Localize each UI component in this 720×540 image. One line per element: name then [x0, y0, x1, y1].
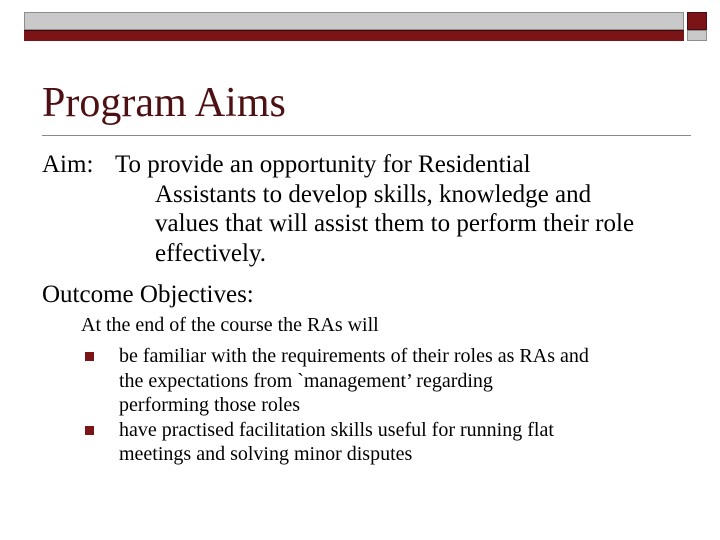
objectives-list [81, 344, 701, 467]
header-corner-gray-square [687, 30, 707, 41]
square-bullet-icon [85, 426, 94, 435]
aim-block [42, 150, 682, 268]
aim-line-4: effectively. [155, 239, 267, 267]
aim-line-1: To provide an opportunity for Residential [115, 151, 531, 178]
objective-1-line-3: performing those roles [119, 394, 301, 416]
aim-text [115, 150, 676, 268]
header-red-bar [24, 30, 684, 41]
outcome-objectives-heading: Outcome Objectives: [42, 281, 254, 308]
objective-item [81, 344, 701, 418]
aim-label: Aim: [42, 151, 94, 178]
aim-line-2: Assistants to develop skills, knowledge and [155, 180, 592, 208]
square-bullet-icon [85, 352, 94, 361]
aim-line-3: values that will assist them to perform their role [155, 210, 635, 237]
objectives-intro: At the end of the course the RAs will [81, 314, 379, 336]
objective-1-line-2: the expectations from `management’ regarding [119, 369, 493, 392]
slide-title: Program Aims [42, 80, 286, 126]
header-corner-red-square [687, 12, 707, 30]
title-divider [42, 135, 691, 136]
objective-2-line-1: have practised facilitation skills useful for running flat [119, 418, 554, 441]
objective-text [119, 418, 689, 467]
objective-1-line-1: be familiar with the requirements of their roles as RAs and [119, 345, 589, 367]
objective-2-line-2: meetings and solving minor disputes [119, 443, 413, 465]
aim-row [42, 150, 682, 268]
header-gray-bar [24, 12, 684, 30]
objective-text [119, 344, 689, 418]
objective-item [81, 418, 701, 467]
